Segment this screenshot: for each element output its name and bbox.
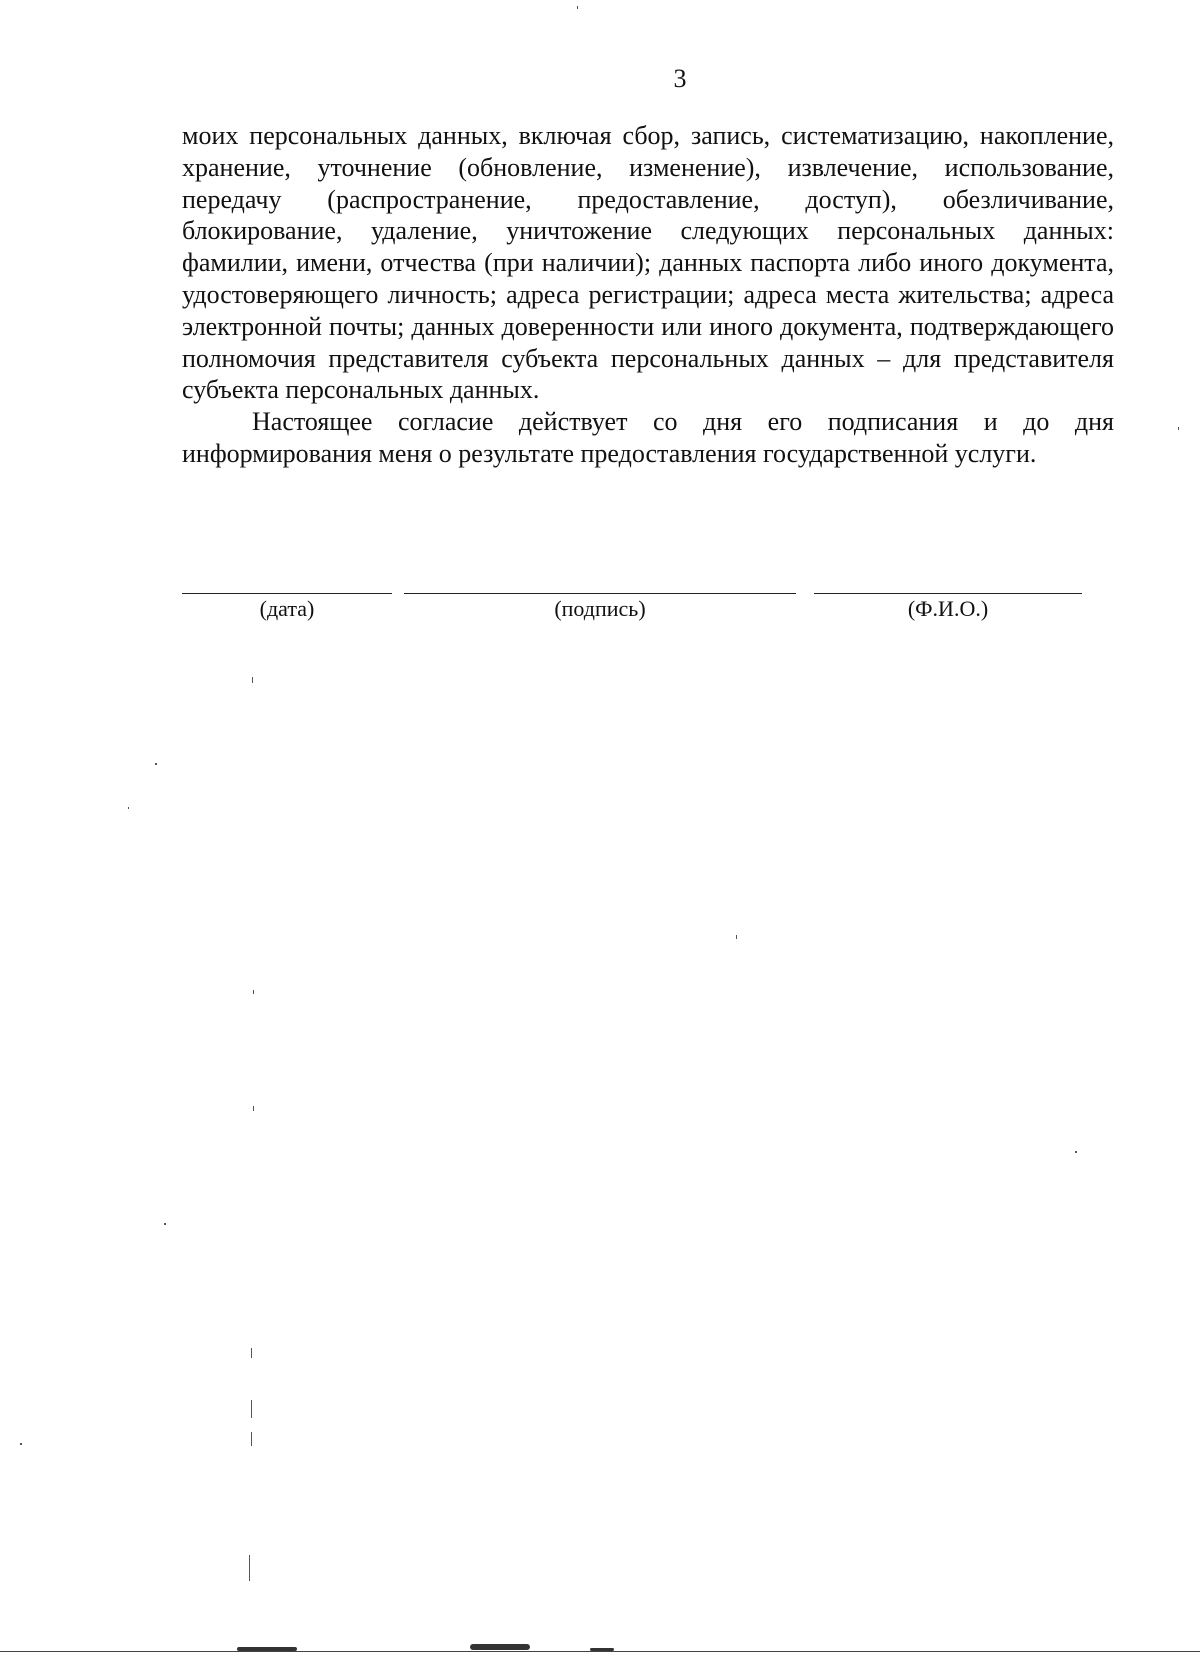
scan-speck xyxy=(253,1106,254,1111)
scan-speck xyxy=(251,1348,252,1358)
date-label: (дата) xyxy=(259,596,315,621)
page-bottom-edge xyxy=(0,1651,1200,1652)
scan-speck xyxy=(155,763,157,765)
scan-speck xyxy=(251,1400,252,1418)
signature-label: (подпись) xyxy=(554,596,646,621)
scan-speck xyxy=(577,6,578,9)
document-body xyxy=(182,120,1114,470)
scan-smudge xyxy=(470,1644,530,1650)
scan-speck xyxy=(20,1443,22,1445)
consent-paragraph-1: моих персональных данных, включая сбор, запись, систематизацию, накопление, хранение, уточнение (обновление, изменение), извлечение, использование, передачу (распространение, предоставление, доступ), обезличивание, блокирование, удаление, уничтожение следующих персональных данных: фамилии, имени, отчества (при наличии); данных паспорта либо иного документа, удостоверяющего личность; адреса регистрации; адреса места жительства; адреса электронной почты; данных доверенности или иного документа, подтверждающего полномочия представителя субъекта персональных данных – для представителя субъекта персональных данных. xyxy=(182,121,1114,405)
scan-speck xyxy=(253,990,254,994)
consent-paragraph-2: Настоящее согласие действует со дня его подписания и до дня информирования меня о результате предоставления государственной услуги. xyxy=(182,407,1114,468)
scan-speck xyxy=(251,1432,252,1446)
page-number: 3 xyxy=(673,64,687,93)
scan-speck xyxy=(736,935,737,939)
scan-speck xyxy=(128,807,129,809)
scan-speck xyxy=(1075,1151,1077,1153)
scan-speck xyxy=(252,677,253,683)
name-label: (Ф.И.О.) xyxy=(907,596,989,621)
name-line xyxy=(814,593,1082,594)
scan-speck xyxy=(1178,427,1179,430)
signature-line xyxy=(404,593,796,594)
date-line xyxy=(182,593,392,594)
scan-speck xyxy=(249,1555,250,1581)
scan-speck xyxy=(164,1223,166,1225)
